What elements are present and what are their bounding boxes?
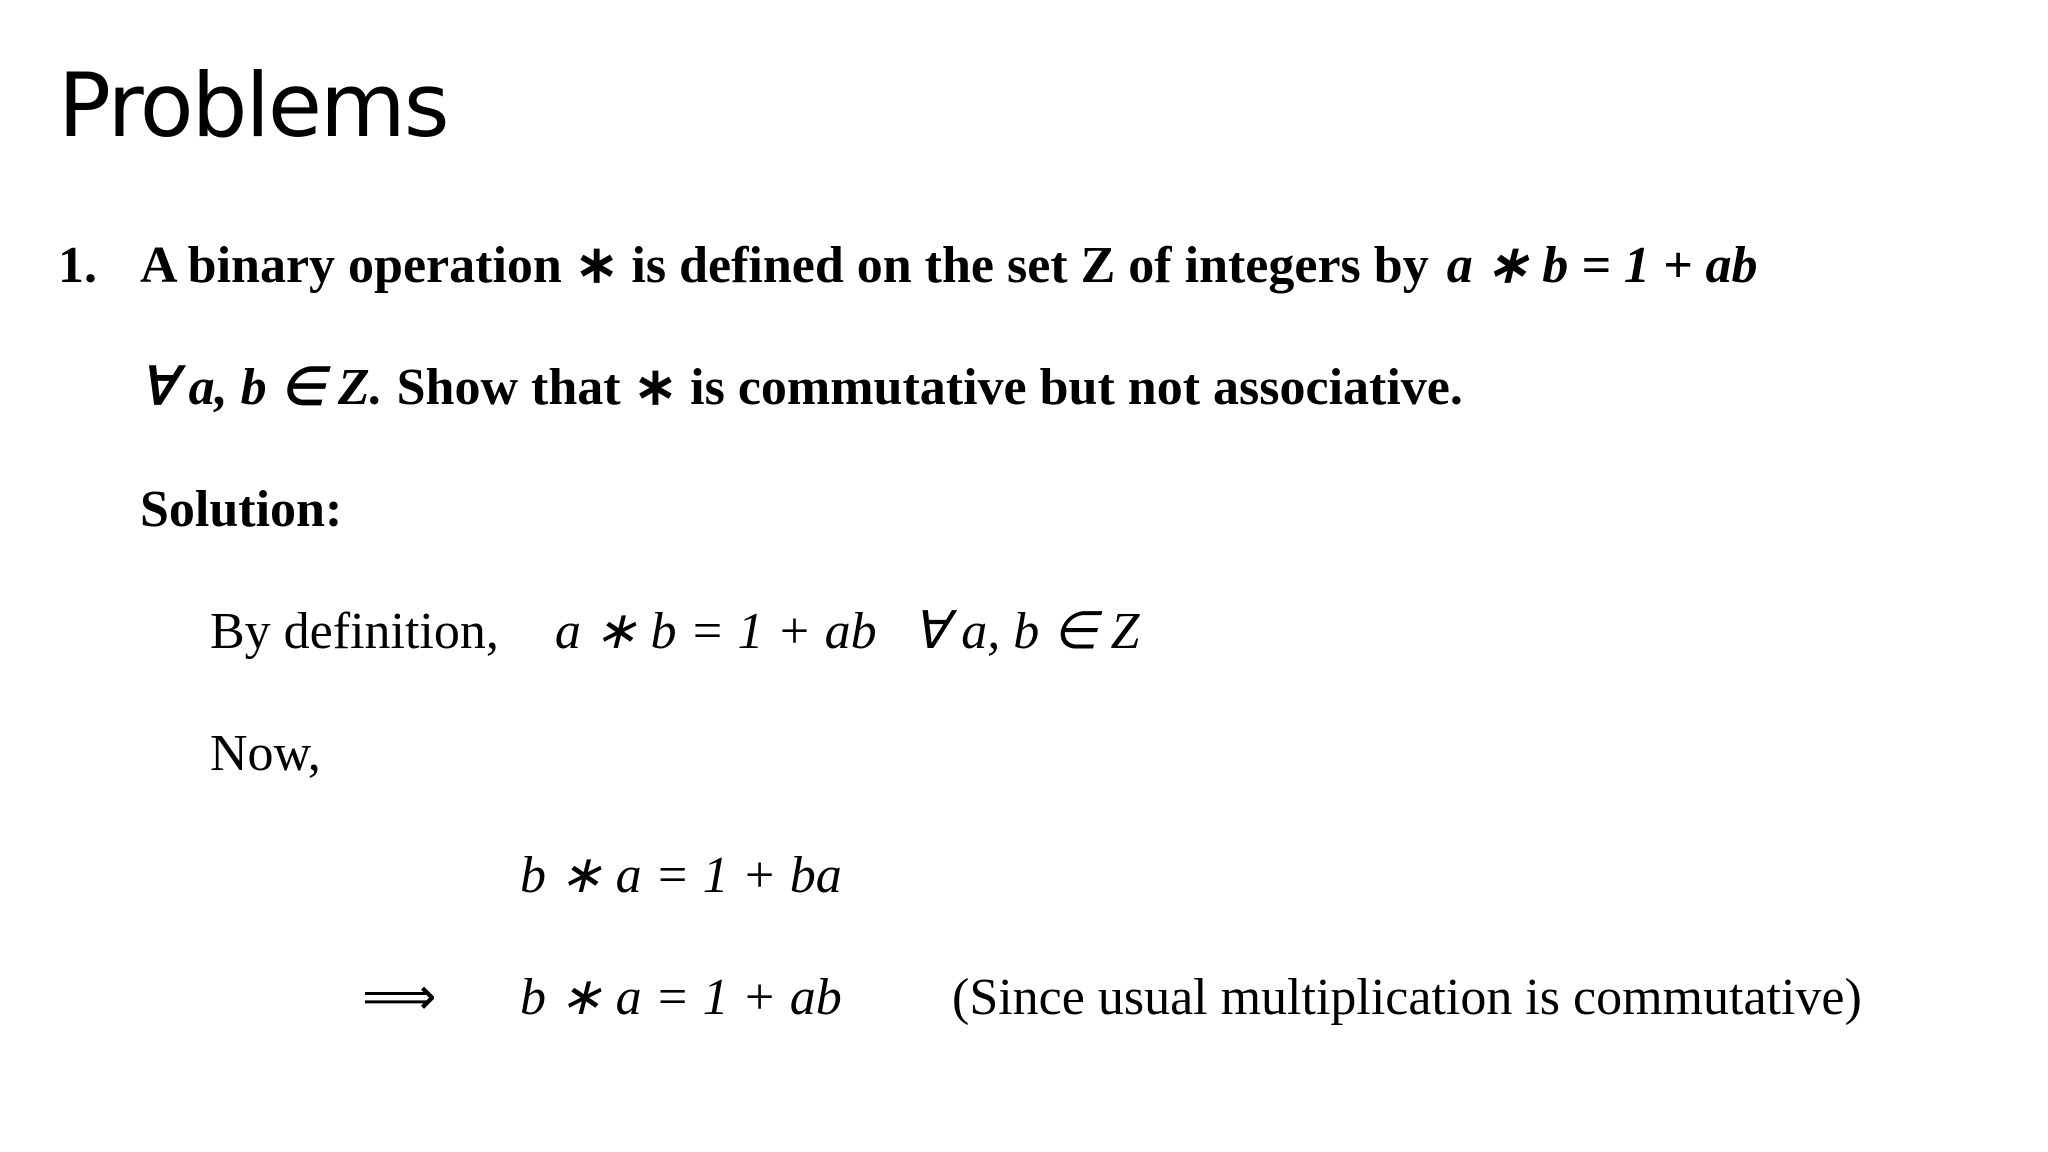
problem-number: 1.	[58, 237, 97, 294]
definition-text: By definition,	[210, 603, 499, 660]
problem-task-text: Show that ∗ is commutative but not associative.	[396, 359, 1463, 416]
problem-definition-math: a ∗ b = 1 + ab	[1446, 237, 1758, 294]
slide-title: Problems	[58, 54, 448, 157]
step2-note: (Since usual multiplication is commutative)	[952, 969, 1862, 1026]
problem-statement-text: A binary operation ∗ is defined on the set Z of integers by	[140, 237, 1429, 294]
definition-domain-math: ∀ a, b ∈ Z	[912, 603, 1140, 660]
solution-heading: Solution:	[140, 481, 343, 538]
step2-equation: b ∗ a = 1 + ab	[520, 969, 842, 1026]
definition-math: a ∗ b = 1 + ab	[554, 603, 877, 660]
problem-statement-line1	[140, 237, 1758, 294]
problem-statement-line2	[140, 359, 1463, 416]
step1-equation: b ∗ a = 1 + ba	[520, 847, 842, 904]
problem-domain-math: ∀ a, b ∈ Z.	[140, 359, 383, 416]
now-text: Now,	[210, 725, 321, 782]
definition-line	[210, 603, 1140, 660]
implies-arrow: ⟹	[362, 969, 437, 1026]
